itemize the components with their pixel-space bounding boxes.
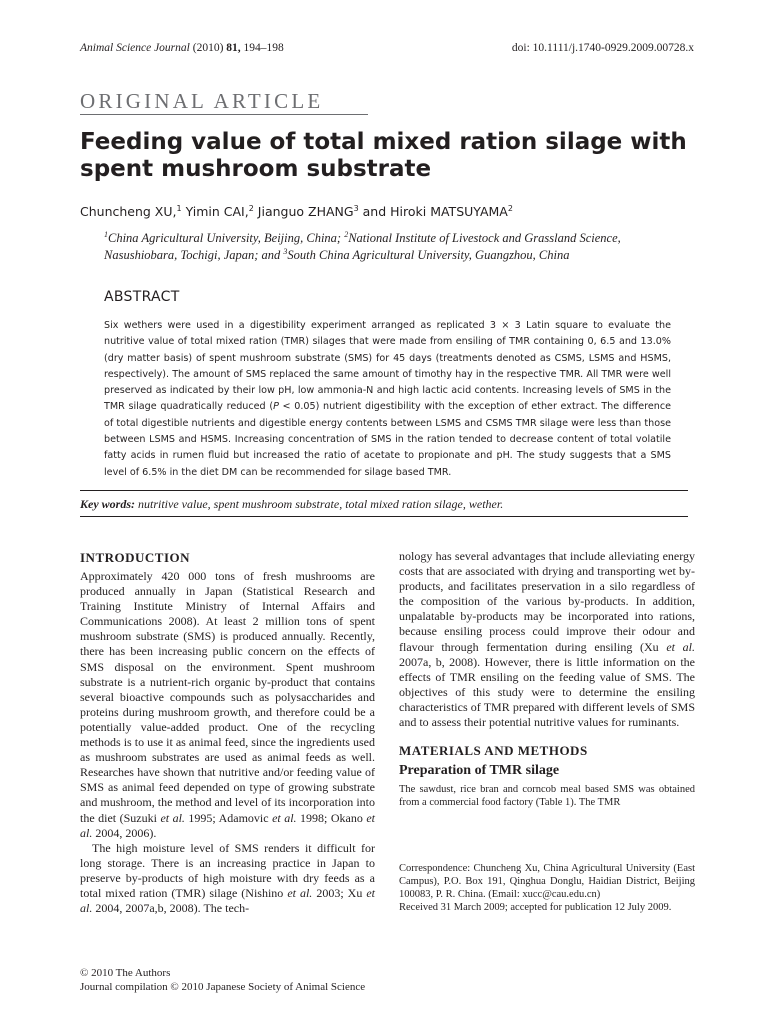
journal-pages: 194–198 bbox=[243, 42, 284, 54]
affil-mark: 3 bbox=[283, 246, 288, 256]
keywords-line bbox=[80, 497, 503, 512]
journal-compilation-line: Journal compilation © 2010 Japanese Society of Animal Science bbox=[80, 980, 366, 993]
introduction-paragraph-1 bbox=[80, 569, 375, 841]
author-name: and Hiroki MATSUYAMA bbox=[358, 204, 508, 219]
et-al: et al. bbox=[272, 810, 297, 825]
abstract-text: Six wethers were used in a digestibility experiment arranged as replicated 3 × 3 Latin square to evaluate the nutritive value of total mixed ration (TMR) silages that were made from ensiling of TMR containing 0, 6.5 and 13.0% (dry matter basis) of spent mushroom substrate (SMS) for 45 days (treatments denoted as CSMS, LSMS and HSMS, respectively). The amount of SMS replaced the same amount of timothy hay in the respective TMR. All TMR were well preserved as indicated by their low pH, low ammonia-N and high lactic acid contents. Increasing levels of SMS in the TMR silage quadratically reduced ( bbox=[104, 320, 671, 413]
methods-subheading: Preparation of TMR silage bbox=[399, 763, 560, 779]
abstract-heading: ABSTRACT bbox=[104, 289, 180, 305]
affil-mark: 2 bbox=[344, 229, 349, 239]
copyright-line: © 2010 The Authors bbox=[80, 967, 171, 979]
introduction-heading: INTRODUCTION bbox=[80, 550, 191, 565]
copyright-footer bbox=[80, 967, 365, 994]
paragraph-text: 1995; Adamovic bbox=[184, 810, 273, 825]
running-header-citation bbox=[80, 42, 284, 54]
correspondence-text: Correspondence: Chuncheng Xu, China Agricultural University (East Campus), P.O. Box 191, Qinghua Donglu, Haidian District, Beijing 100083, P. R. China. (Email: xucc@cau.edu.cn) bbox=[399, 863, 695, 900]
affil-mark: 1 bbox=[104, 229, 108, 239]
introduction-paragraph-2 bbox=[80, 841, 375, 916]
abstract-p-symbol: P bbox=[273, 401, 279, 413]
journal-volume: 81, bbox=[226, 42, 241, 54]
author-affil-mark: 3 bbox=[353, 203, 359, 213]
journal-name: Animal Science Journal bbox=[80, 42, 190, 54]
methods-paragraph: The sawdust, rice bran and corncob meal based SMS was obtained from a commercial food factory (Table 1). The TMR bbox=[399, 784, 695, 809]
keywords-value: nutritive value, spent mushroom substrate, total mixed ration silage, wether. bbox=[135, 497, 504, 511]
article-title: Feeding value of total mixed ration silage with spent mushroom substrate bbox=[80, 129, 687, 182]
et-al: et al. bbox=[80, 810, 376, 840]
received-dates: Received 31 March 2009; accepted for publication 12 July 2009. bbox=[399, 902, 672, 913]
doi[interactable]: doi: 10.1111/j.1740-0929.2009.00728.x bbox=[511, 42, 694, 54]
spacer bbox=[399, 730, 695, 742]
affil-text: South China Agricultural University, Guangzhou, China bbox=[287, 248, 570, 262]
keywords-bottom-rule bbox=[80, 516, 688, 517]
keywords-top-rule bbox=[80, 490, 688, 491]
abstract-body bbox=[104, 318, 671, 481]
et-al: et al. bbox=[160, 810, 185, 825]
affil-text: National Institute of Livestock and Grassland Science, Nasushiobara, Tochigi, Japan; and bbox=[104, 231, 621, 262]
article-type-label: ORIGINAL ARTICLE bbox=[80, 89, 324, 113]
paragraph-text: 2003; Xu bbox=[312, 885, 367, 900]
et-al: et al. bbox=[666, 639, 695, 654]
keywords-label: Key words: bbox=[80, 497, 135, 511]
author-affil-mark: 2 bbox=[507, 203, 513, 213]
correspondence-note bbox=[399, 862, 695, 914]
affiliations bbox=[104, 230, 624, 264]
paragraph-text: nology has several advantages that include alleviating energy costs that are associated with drying and transporting wet by-products, and facilitates preservation in a silo regardless of the composition of the various by-products. In addition, unpalatable by-products may be incorporated into rations, because ensiling process could improve their odour and flavour through fermentation during ensiling (Xu bbox=[399, 549, 695, 654]
et-al: et al. bbox=[80, 885, 375, 916]
paragraph-text: The high moisture level of SMS renders it difficult for long storage. There is an increasing practice in Japan to preserve by-products of high moisture with dry feeds as a total mixed ration (TMR) silage (Nishino bbox=[80, 840, 375, 900]
author-name: Yimin CAI, bbox=[181, 204, 249, 219]
author-affil-mark: 2 bbox=[248, 203, 254, 213]
paragraph-text: Approximately 420 000 tons of fresh mushrooms are produced annually in Japan (Statistical Research and Training Institute Ministry of Internal Affairs and Communications 2008). At least 2 million tons of spent mushroom substrate (SMS) is produced annually. Recently, there has been increasing public concern on the effects of SMS disposal on the environment. Spent mushroom substrate is a nutrient-rich organic by-product that contains several bioactive compounds such as polysaccharides and proteins during mushroom growth, and therefore could be a potentially value-added product. One of the recycling methods is to use it as animal feed, since the ingredients used as mushroom substrates are used as animal feeds as well. Researches have shown that nutritive and/or feeding value of SMS as animal feed depended on type of growing substrate and mushroom, the method and level of its incorporation into the diet (Suzuki bbox=[80, 569, 375, 825]
journal-year: (2010) bbox=[192, 42, 224, 54]
author-name: Chuncheng XU, bbox=[80, 204, 177, 219]
abstract-text: < 0.05) nutrient digestibility with the exception of ether extract. The difference of total digestible nutrients and digestible energy contents between LSMS and CSMS TMR silage were less than those between LSMS and HSMS. Increasing concentration of SMS in the ration tended to decrease content of total volatile fatty acids in rumen fluid but increased the ratio of acetate to propionate and pH. The study suggests that a SMS level of 6.5% in the diet DM can be recommended for silage based TMR. bbox=[104, 401, 671, 478]
author-list bbox=[80, 204, 513, 219]
paragraph-text: 2007a, b, 2008). However, there is little information on the effects of TMR ensiling on the feeding value of SMS. The objectives of this study were to determine the ensiling characteristics of TMR prepared with different levels of SMS and to assess their potential nutritive values for ruminants. bbox=[399, 654, 695, 730]
affil-text: China Agricultural University, Beijing, China; bbox=[108, 231, 345, 245]
author-name: Jianguo ZHANG bbox=[253, 204, 354, 219]
left-column bbox=[80, 549, 375, 916]
paragraph-text: 2004, 2007a,b, 2008). The tech- bbox=[92, 901, 250, 916]
paragraph-text: 2004, 2006). bbox=[92, 825, 157, 840]
et-al: et al. bbox=[287, 885, 313, 900]
author-affil-mark: 1 bbox=[176, 203, 182, 213]
right-column bbox=[399, 549, 695, 810]
article-type-rule bbox=[80, 114, 368, 115]
introduction-paragraph-2-continued bbox=[399, 549, 695, 730]
methods-heading: MATERIALS AND METHODS bbox=[399, 743, 588, 759]
paragraph-text: 1998; Okano bbox=[296, 810, 367, 825]
